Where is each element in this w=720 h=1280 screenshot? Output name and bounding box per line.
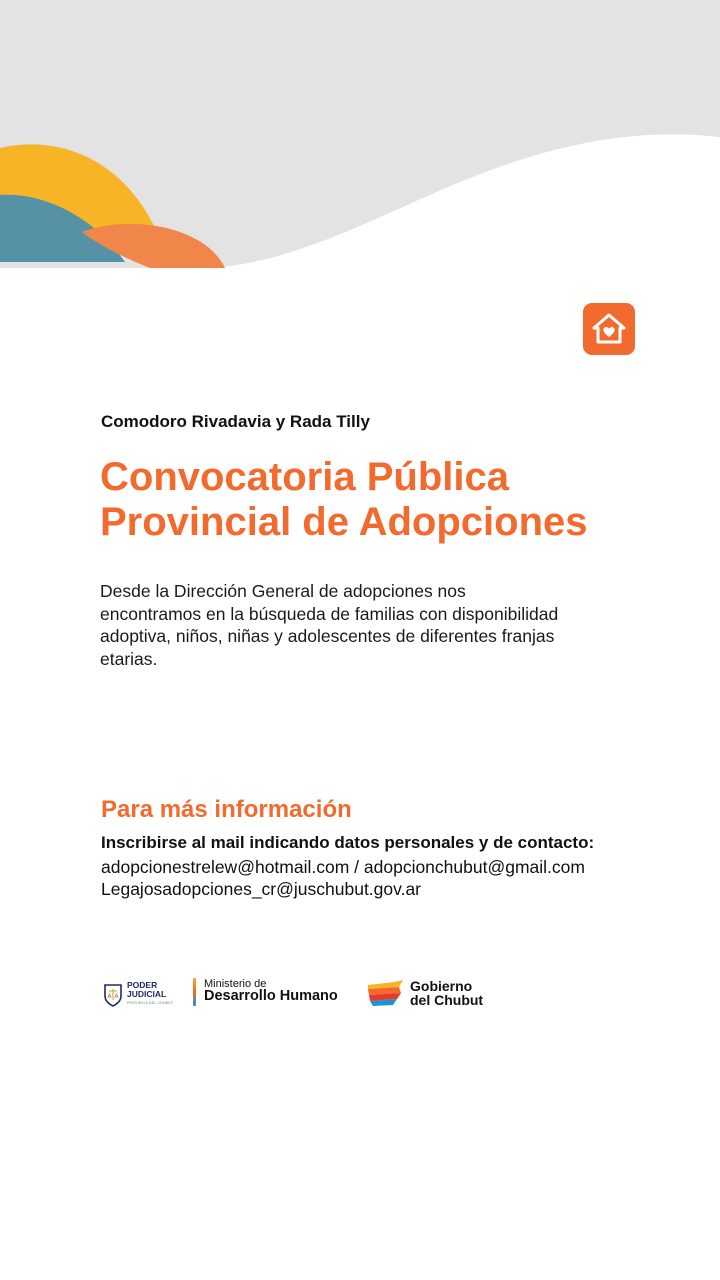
contact-email-legajos[interactable]: Legajosadopciones_cr@juschubut.gov.ar [101,879,422,899]
gobierno-line-2: del Chubut [410,992,484,1008]
description-text: Desde la Dirección General de adopciones nos encontramos en la búsqueda de familias con disponibilidad adoptiva, niños, niñas y adolescentes de diferentes franjas etarias. [100,581,559,669]
header-wave-decoration [0,0,720,300]
chubut-map-icon [367,979,405,1007]
gobierno-chubut-logo [367,979,483,1007]
poder-judicial-logo [103,981,173,1008]
ministerio-color-bar [193,978,196,1006]
pj-line-2: JUDICIAL [127,989,167,999]
title-line-2: Provincial de Adopciones [100,500,588,544]
ministerio-line-1: Ministerio de [204,978,267,990]
info-subheading: Inscribirse al mail indicando datos personales y de contacto: [101,833,595,852]
pj-line-3: PROVINCIA DEL CHUBUT [127,1001,174,1005]
home-heart-icon [590,310,628,348]
location-label: Comodoro Rivadavia y Rada Tilly [101,412,370,431]
home-badge [583,303,635,355]
gobierno-line-1: Gobierno [410,978,473,994]
title-line-1: Convocatoria Pública [100,455,509,499]
info-heading: Para más información [101,796,352,823]
page-title [100,455,700,545]
shield-icon [103,983,123,1007]
contact-emails[interactable]: adopcionestrelew@hotmail.com / adopcionchubut@gmail.com [101,857,585,877]
sponsor-logos [103,978,523,1012]
ministerio-line-2: Desarrollo Humano [204,988,338,1004]
ministerio-logo [193,978,338,1006]
pj-line-1: PODER [127,980,158,990]
